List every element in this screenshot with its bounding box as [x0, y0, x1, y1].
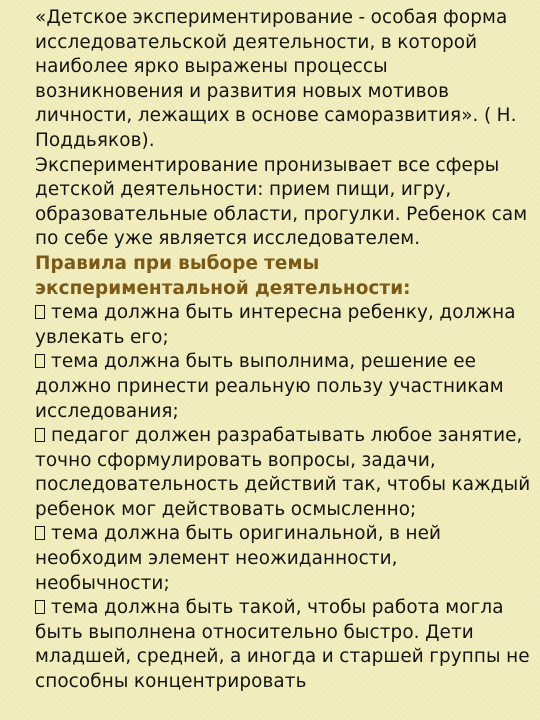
slide-text-body — [35, 6, 535, 695]
checkbox-icon — [35, 526, 45, 540]
bullet-text: педагог должен разрабатывать любое занятие, точно сформулировать вопросы, задачи, последовательность действий так, чтобы каждый ребенок мог действовать осмысленно; — [35, 425, 531, 520]
checkbox-icon — [35, 354, 45, 368]
intro-paragraph: Экспериментирование пронизывает все сферы детской деятельности: прием пищи, игру, образовательные области, прогулки. Ребенок сам по себе уже является исследователем. — [35, 154, 528, 250]
quote-paragraph: «Детское экспериментирование - особая форма исследовательской деятельности, в которой наиболее ярко выражены процессы возникновения и развития новых мотивов личности, лежащих в основе саморазвития». ( Н. Поддьяков). — [35, 7, 517, 151]
checkbox-icon — [35, 428, 45, 442]
bullet-item-3 — [35, 424, 535, 522]
checkbox-icon — [35, 600, 45, 614]
bullet-item-5 — [35, 596, 535, 694]
bullet-text: тема должна быть оригинальной, в ней необходим элемент неожиданности, необычности; — [35, 523, 442, 594]
bullet-item-4 — [35, 522, 535, 596]
bullet-text: тема должна быть выполнима, решение ее должно принести реальную пользу участникам исследования; — [35, 351, 504, 422]
bullet-item-1 — [35, 301, 535, 350]
bullet-text: тема должна быть такой, чтобы работа могла быть выполнена относительно быстро. Дети младшей, средней, а иногда и старшей группы не способны концентрировать — [35, 597, 530, 693]
bullet-item-2 — [35, 350, 535, 424]
rules-heading: Правила при выборе темы экспериментальной деятельности: — [35, 252, 411, 299]
bullet-text: тема должна быть интересна ребенку, должна увлекать его; — [35, 302, 516, 348]
checkbox-icon — [35, 305, 45, 319]
